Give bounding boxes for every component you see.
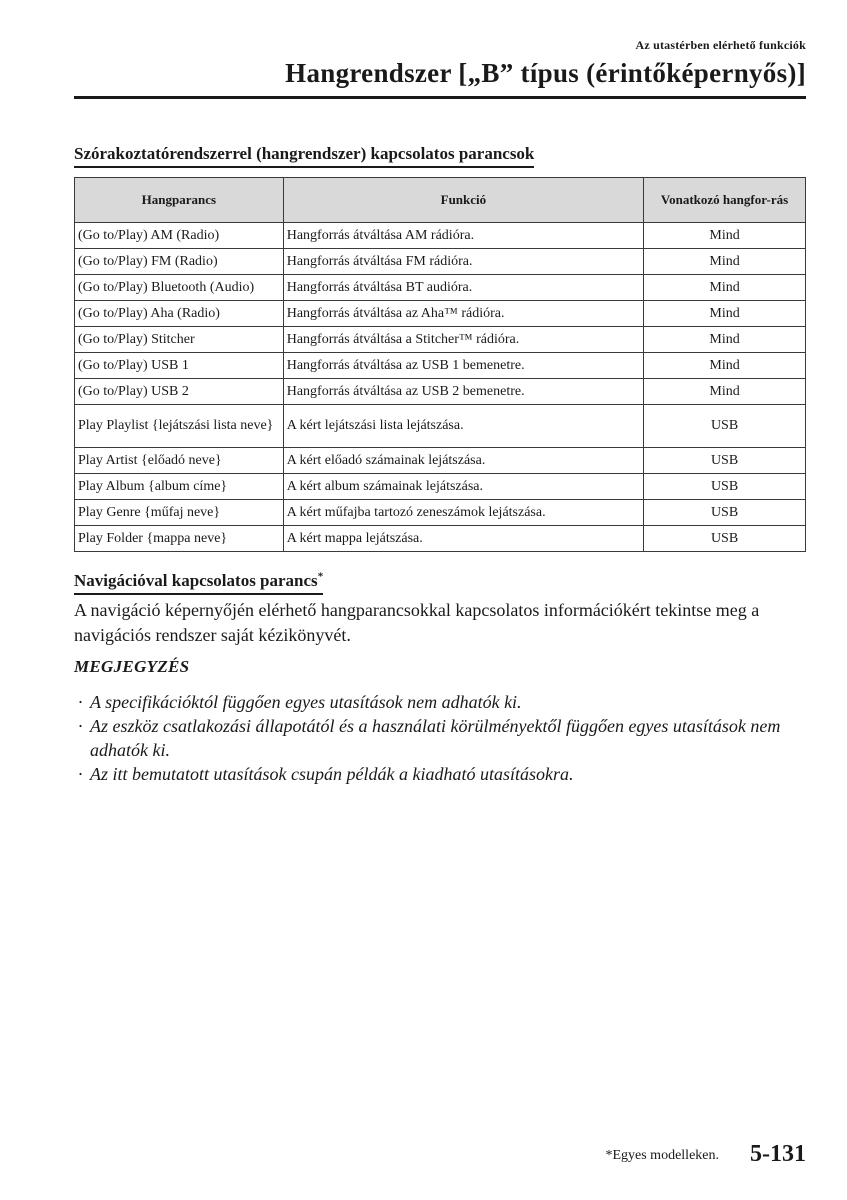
list-item [74, 690, 806, 714]
cell-command: Play Album {album címe} [75, 474, 284, 500]
cell-command: (Go to/Play) Aha (Radio) [75, 301, 284, 327]
table-row [75, 249, 806, 275]
cell-function: A kért album számainak lejátszása. [283, 474, 643, 500]
cell-source: Mind [644, 327, 806, 353]
cell-function: Hangforrás átváltása BT audióra. [283, 275, 643, 301]
cell-source: USB [644, 448, 806, 474]
bullet-icon: · [78, 716, 83, 736]
table-row [75, 275, 806, 301]
table-row [75, 405, 806, 448]
entertainment-section-heading [74, 143, 534, 165]
cell-command: (Go to/Play) USB 2 [75, 379, 284, 405]
table-row [75, 448, 806, 474]
table-row [75, 301, 806, 327]
bullet-icon: · [78, 692, 83, 712]
cell-command: (Go to/Play) USB 1 [75, 353, 284, 379]
cell-source: Mind [644, 249, 806, 275]
cell-function: Hangforrás átváltása FM rádióra. [283, 249, 643, 275]
cell-command: (Go to/Play) Bluetooth (Audio) [75, 275, 284, 301]
table-row [75, 353, 806, 379]
cell-source: USB [644, 474, 806, 500]
table-row [75, 327, 806, 353]
cell-source: Mind [644, 379, 806, 405]
entertainment-heading-text: Szórakoztatórendszerrel (hangrendszer) kapcsolatos parancsok [74, 144, 534, 168]
cell-command: Play Playlist {lejátszási lista neve} [75, 405, 284, 448]
footnote: *Egyes modelleken. [605, 1148, 719, 1163]
table-row [75, 223, 806, 249]
cell-source: USB [644, 526, 806, 552]
note-text: Az eszköz csatlakozási állapotától és a használati körülményektől függően egyes utasítások nem adhatók ki. [90, 716, 781, 760]
table-row [75, 379, 806, 405]
column-header-command: Hangparancs [75, 178, 284, 223]
table-row [75, 474, 806, 500]
cell-source: Mind [644, 301, 806, 327]
bullet-icon: · [78, 764, 83, 784]
cell-command: Play Artist {előadó neve} [75, 448, 284, 474]
list-item [74, 762, 806, 786]
cell-function: Hangforrás átváltása az USB 2 bemenetre. [283, 379, 643, 405]
voice-commands-table [74, 177, 806, 552]
page-title: Hangrendszer [„B” típus (érintőképernyős)] [285, 58, 806, 88]
column-header-source: Vonatkozó hangfor-rás [644, 178, 806, 223]
cell-source: Mind [644, 275, 806, 301]
cell-source: USB [644, 500, 806, 526]
note-text: Az itt bemutatott utasítások csupán példák a kiadható utasításokra. [90, 764, 574, 784]
footnote-marker: * [317, 570, 324, 582]
cell-function: A kért előadó számainak lejátszása. [283, 448, 643, 474]
cell-function: Hangforrás átváltása az Aha™ rádióra. [283, 301, 643, 327]
cell-function: A kért lejátszási lista lejátszása. [283, 405, 643, 448]
navigation-section-heading [74, 565, 323, 592]
cell-command: (Go to/Play) AM (Radio) [75, 223, 284, 249]
table-row [75, 500, 806, 526]
table-header-row [75, 178, 806, 223]
cell-function: Hangforrás átváltása AM rádióra. [283, 223, 643, 249]
cell-function: Hangforrás átváltása az USB 1 bemenetre. [283, 353, 643, 379]
navigation-heading-text: Navigációval kapcsolatos parancs [74, 570, 318, 590]
note-text: A specifikációktól függően egyes utasítások nem adhatók ki. [90, 692, 522, 712]
navigation-text: A navigáció képernyőjén elérhető hangparancsokkal kapcsolatos információkért tekintse meg a navigációs rendszer saját kézikönyvét. [74, 600, 760, 645]
cell-command: (Go to/Play) FM (Radio) [75, 249, 284, 275]
list-item [74, 714, 806, 762]
title-rule [74, 96, 806, 99]
running-head: Az utastérben elérhető funkciók [635, 38, 806, 52]
cell-function: A kért műfajba tartozó zeneszámok lejátszása. [283, 500, 643, 526]
table-row [75, 526, 806, 552]
cell-command: Play Folder {mappa neve} [75, 526, 284, 552]
cell-source: USB [644, 405, 806, 448]
navigation-heading-underlined [74, 571, 323, 595]
cell-command: Play Genre {műfaj neve} [75, 500, 284, 526]
cell-source: Mind [644, 353, 806, 379]
cell-function: Hangforrás átváltása a Stitcher™ rádióra. [283, 327, 643, 353]
cell-source: Mind [644, 223, 806, 249]
column-header-function: Funkció [283, 178, 643, 223]
note-heading: MEGJEGYZÉS [74, 657, 190, 676]
cell-function: A kért mappa lejátszása. [283, 526, 643, 552]
note-list [74, 690, 806, 786]
page-number: 5-131 [750, 1141, 806, 1167]
cell-command: (Go to/Play) Stitcher [75, 327, 284, 353]
